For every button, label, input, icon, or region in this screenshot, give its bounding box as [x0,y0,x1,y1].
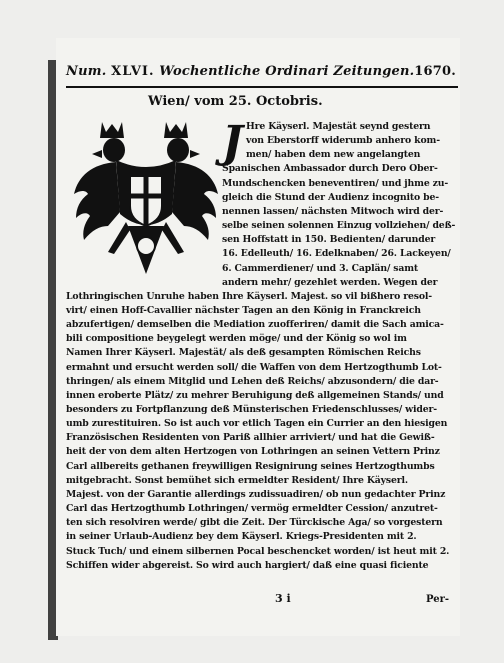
body-line: 6. Cammerdiener/ und 3. Caplän/ samt [222,262,419,274]
body-line: bili compositione beygelegt werden möge/ und der König so wol im [66,333,407,345]
body-line: mitgebracht. Sonst bemühet sich ermeldter Resident/ Ihre Käyserl. [66,474,408,486]
body-line: innen eroberte Plätz/ zu mehrer Beruhigung deß allgemeinen Stands/ und [66,389,444,401]
double-headed-eagle-emblem [72,114,220,282]
body-line: ermahnt und ersucht werden soll/ die Waffen von dem Hertzogthumb Lot- [66,361,442,373]
body-line: thringen/ als einem Mitglid und Lehen deß Reichs/ abzusondern/ die dar- [66,375,439,387]
body-line: Lothringischen Unruhe haben Ihre Käyserl. Majest. so vil bißhero resol- [66,290,432,302]
header-rule [66,86,458,88]
body-line: heit der von dem alten Hertzogen von Lothringen an seinen Vettern Prinz [66,446,440,458]
body-line: von Eberstorff widerumb anhero kom- [246,135,440,147]
body-line: Schiffen wider abgereist. So wird auch hargiert/ daß eine quasi ficiente [66,559,429,571]
newspaper-title: Wochentliche Ordinari Zeitungen. [159,64,415,79]
body-line: umb zurestituiren. So ist auch vor etlich Tagen ein Currier an den hiesigen [66,418,448,430]
signature-mark: 3 i [275,592,291,605]
body-line: abzufertigen/ demselben die Mediation zuofferiren/ damit die Sach amica- [66,319,444,331]
catchword: Per- [426,594,450,605]
body-line: 16. Edelleuth/ 16. Edelknaben/ 26. Lackeyen/ [222,248,451,260]
body-line: gleich die Stund der Audienz incognito be- [222,191,439,203]
body-line: Majest. von der Garantie allerdings zudissuadiren/ ob nun gedachter Prinz [66,488,446,500]
body-line: ten sich resolviren werde/ gibt die Zeit. Der Türckische Aga/ so vorgestern [66,517,443,529]
body-line: Spanischen Ambassador durch Dero Ober- [222,163,438,175]
issue-number: XLVI. [111,64,155,79]
masthead [66,64,458,86]
issue-year: 1670. [414,64,456,79]
dateline: Wien/ vom 25. Octobris. [148,94,323,109]
body-line: in seiner Urlaub-Audienz bey dem Käyserl. Kriegs-Presidenten mit 2. [66,531,417,543]
body-line: besonders zu Fortpflanzung deß Münsterischen Friedenschlusses/ wider- [66,404,437,415]
body-line: nennen lassen/ nächsten Mitwoch wird der- [222,205,444,217]
body-line: Französischen Residenten von Pariß allhier arriviert/ und hat die Gewiß- [66,432,435,444]
body-line: Hre Käyserl. Majestät seynd gestern [246,121,431,132]
body-line: sen Hoffstatt in 150. Bedienten/ darunder [222,234,436,246]
body-line: Carl das Hertzogthumb Lothringen/ vermög ermeldter Cession/ anzutret- [66,503,438,515]
issue-label: Num. [66,64,107,79]
body-line: selbe seinen solennen Einzug vollziehen/ deß- [222,220,456,232]
body-line: Carl allbereits gethanen freywilligen Resignirung seines Hertzogthumbs [66,460,435,472]
body-line: andern mehr/ gezehlet werden. Wegen der [222,276,438,288]
drop-cap: J [222,117,243,168]
body-line: Namen Ihrer Käyserl. Majestät/ als deß gesampten Römischen Reichs [66,347,421,359]
body-line: Stuck Tuch/ und einem silbernen Pocal beschencket worden/ ist heut mit 2. [66,545,450,557]
body-line: Mundschencken beneventiren/ und jhme zu- [222,177,449,189]
body-line: men/ haben dem new angelangten [246,149,421,161]
body-line: virt/ einen Hoff-Cavallier nächster Tagen an den König in Franckreich [66,304,421,316]
